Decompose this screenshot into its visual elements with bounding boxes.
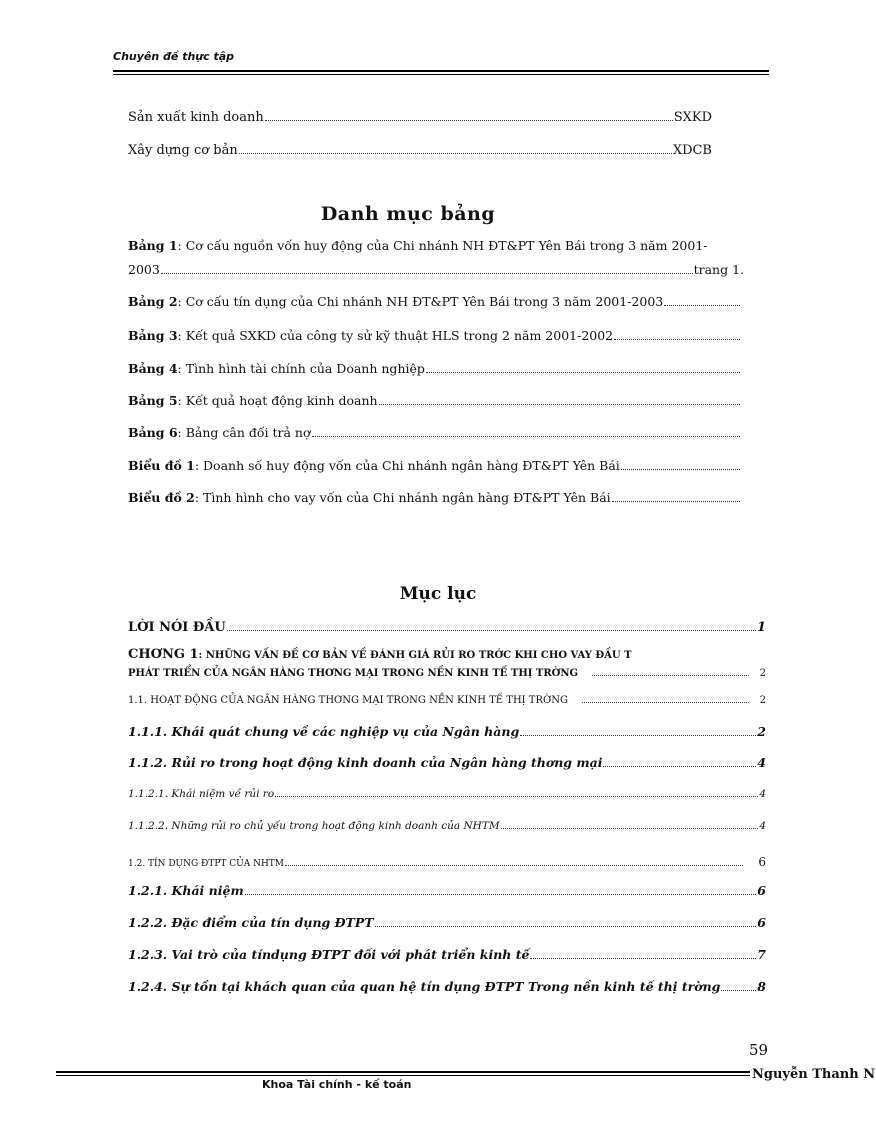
leader-dots xyxy=(501,821,759,829)
leader-dots xyxy=(582,695,749,703)
toc-entry[interactable] xyxy=(128,883,766,898)
toc-entry-text: 1.1. HOẠT ĐỘNG CỦA NGÂN HÀNG THƠNG MẠI TRONG NỀN KINH TẾ THỊ TRỜNG xyxy=(128,695,568,706)
abbreviation-row xyxy=(128,143,712,158)
table-text: : Bảng cân đối trả nợ xyxy=(177,425,311,440)
table-label: Bảng 2 xyxy=(128,294,178,309)
toc-chapter-text-cont: PHÁT TRIỂN CỦA NGÂN HÀNG THƠNG MẠI TRONG NỀN KINH TẾ THỊ TRỜNG xyxy=(128,668,579,679)
table-page: trang 1. xyxy=(693,262,744,277)
table-list-item-cont xyxy=(128,262,744,277)
toc-entry-page: 6 xyxy=(757,883,766,898)
leader-dots xyxy=(621,460,740,470)
leader-dots xyxy=(592,668,749,676)
chart-text: : Tình hình cho vay vốn của Chi nhánh ngân hàng ĐT&PT Yên Bái xyxy=(194,490,611,505)
abbreviation-row xyxy=(128,110,712,125)
header-title: Chuyên đề thực tập xyxy=(113,50,235,63)
table-list-item xyxy=(128,361,741,376)
toc-entry-page: 4 xyxy=(759,788,766,800)
abbreviation-text: Xây dựng cơ bản xyxy=(128,143,238,158)
footer-department: Khoa Tài chính - kế toán xyxy=(262,1078,412,1091)
chart-label: Biểu đồ 1 xyxy=(128,458,195,473)
toc-chapter-label: CHƠNG 1 xyxy=(128,647,199,662)
table-text: : Cơ cấu tín dụng của Chi nhánh NH ĐT&PT Yên Bái trong 3 năm 2001-2003 xyxy=(177,294,664,309)
toc-entry[interactable] xyxy=(128,915,766,930)
table-text: : Cơ cấu nguồn vốn huy động của Chi nhánh NH ĐT&PT Yên Bái trong 3 năm 2001- xyxy=(177,238,708,253)
leader-dots xyxy=(603,757,756,767)
leader-dots xyxy=(265,111,673,121)
toc-chapter-text: : NHỮNG VẤN ĐỀ CƠ BẢN VỀ ĐÁNH GIÁ RỦI RO TRỚC KHI CHO VAY ĐẦU T xyxy=(198,650,632,661)
toc-entry[interactable] xyxy=(128,820,766,832)
toc-entry[interactable] xyxy=(128,724,766,739)
table-label: Bảng 5 xyxy=(128,393,178,408)
leader-dots xyxy=(245,885,757,895)
toc-entry-text: 1.2.1. Khái niệm xyxy=(128,883,244,898)
toc-entry[interactable] xyxy=(128,855,766,869)
leader-dots xyxy=(614,330,740,340)
abbreviation-text: Sản xuất kinh doanh xyxy=(128,110,264,125)
table-list-item xyxy=(128,328,741,343)
chart-list-item xyxy=(128,490,741,505)
leader-dots xyxy=(426,363,740,373)
abbreviation-code: XDCB xyxy=(672,143,712,158)
toc-entry[interactable] xyxy=(128,788,766,800)
page-number: 59 xyxy=(749,1041,769,1059)
toc-heading: Mục lục xyxy=(399,584,477,604)
toc-entry-page: 2 xyxy=(759,695,766,706)
abbreviation-code: SXKD xyxy=(673,110,712,125)
toc-entry-text: 1.1.2.2. Những rủi ro chủ yếu trong hoạt động kinh doanh của NHTM xyxy=(128,820,500,832)
table-text: : Tình hình tài chính của Doanh nghiệp xyxy=(177,361,425,376)
header-rule-thin xyxy=(113,74,769,75)
toc-entry-text: 1.2.2. Đặc điểm của tín dụng ĐTPT xyxy=(128,915,374,930)
toc-entry-page: 1 xyxy=(756,620,766,635)
toc-entry-text: 1.1.2.1. Khái niệm về rủi ro xyxy=(128,788,275,800)
toc-entry-text: 1.2. TÍN DỤNG ĐTPT CỦA NHTM xyxy=(128,859,285,869)
toc-chapter-cont[interactable] xyxy=(128,668,766,679)
table-list-item xyxy=(128,294,741,309)
author-name: Nguyễn Thanh N xyxy=(752,1067,876,1082)
table-text: : Kết quả hoạt động kinh doanh xyxy=(177,393,378,408)
leader-dots xyxy=(227,621,756,631)
toc-entry-text: 1.1.1. Khái quát chung về các nghiệp vụ của Ngân hàng xyxy=(128,724,520,739)
toc-entry-page: 6 xyxy=(758,855,766,869)
toc-entry-text: 1.1.2. Rủi ro trong hoạt động kinh doanh của Ngân hàng thơng mại xyxy=(128,755,603,770)
table-text: : Kết quả SXKD của công ty sử kỹ thuật HLS trong 2 năm 2001-2002 xyxy=(177,328,614,343)
leader-dots xyxy=(612,492,740,502)
table-list-item xyxy=(128,238,768,253)
table-list-item xyxy=(128,393,741,408)
leader-dots xyxy=(530,949,756,959)
table-label: Bảng 4 xyxy=(128,361,178,376)
table-text-cont: 2003 xyxy=(128,262,160,277)
toc-entry-text: 1.2.3. Vai trò của tíndụng ĐTPT đối với phát triển kinh tế xyxy=(128,947,530,962)
toc-entry-page: 2 xyxy=(757,724,766,739)
leader-dots xyxy=(375,917,757,927)
table-label: Bảng 6 xyxy=(128,425,178,440)
footer-rule-thick xyxy=(56,1071,750,1073)
toc-entry-page: 6 xyxy=(757,915,766,930)
toc-entry[interactable] xyxy=(128,695,766,706)
header-rule-thick xyxy=(113,70,769,72)
toc-chapter[interactable] xyxy=(128,643,766,662)
toc-entry[interactable] xyxy=(128,620,766,635)
leader-dots xyxy=(239,144,672,154)
toc-entry-page: 2 xyxy=(759,668,766,679)
toc-entry-page: 7 xyxy=(757,947,766,962)
chart-text: : Doanh số huy động vốn của Chi nhánh ngân hàng ĐT&PT Yên Bái xyxy=(194,458,620,473)
table-label: Bảng 3 xyxy=(128,328,178,343)
toc-entry[interactable] xyxy=(128,947,766,962)
toc-entry-page: 4 xyxy=(759,820,766,832)
chart-label: Biểu đồ 2 xyxy=(128,490,195,505)
leader-dots xyxy=(312,427,741,437)
toc-entry[interactable] xyxy=(128,979,766,994)
leader-dots xyxy=(275,789,758,797)
toc-entry-page: 8 xyxy=(757,979,766,994)
toc-entry-text: LỜI NÓI ĐẦU xyxy=(128,620,226,635)
tables-heading: Danh mục bảng xyxy=(320,203,496,225)
leader-dots xyxy=(721,981,756,991)
leader-dots xyxy=(161,264,693,274)
table-label: Bảng 1 xyxy=(128,238,178,253)
leader-dots xyxy=(379,395,740,405)
leader-dots xyxy=(285,859,743,866)
leader-dots xyxy=(664,296,740,306)
leader-dots xyxy=(520,726,756,736)
table-list-item xyxy=(128,425,741,440)
toc-entry-text: 1.2.4. Sự tồn tại khách quan của quan hệ tín dụng ĐTPT Trong nền kinh tế thị trờng xyxy=(128,979,721,994)
chart-list-item xyxy=(128,458,741,473)
toc-entry[interactable] xyxy=(128,755,766,770)
footer-rule-thin xyxy=(56,1075,750,1076)
toc-entry-page: 4 xyxy=(757,755,766,770)
